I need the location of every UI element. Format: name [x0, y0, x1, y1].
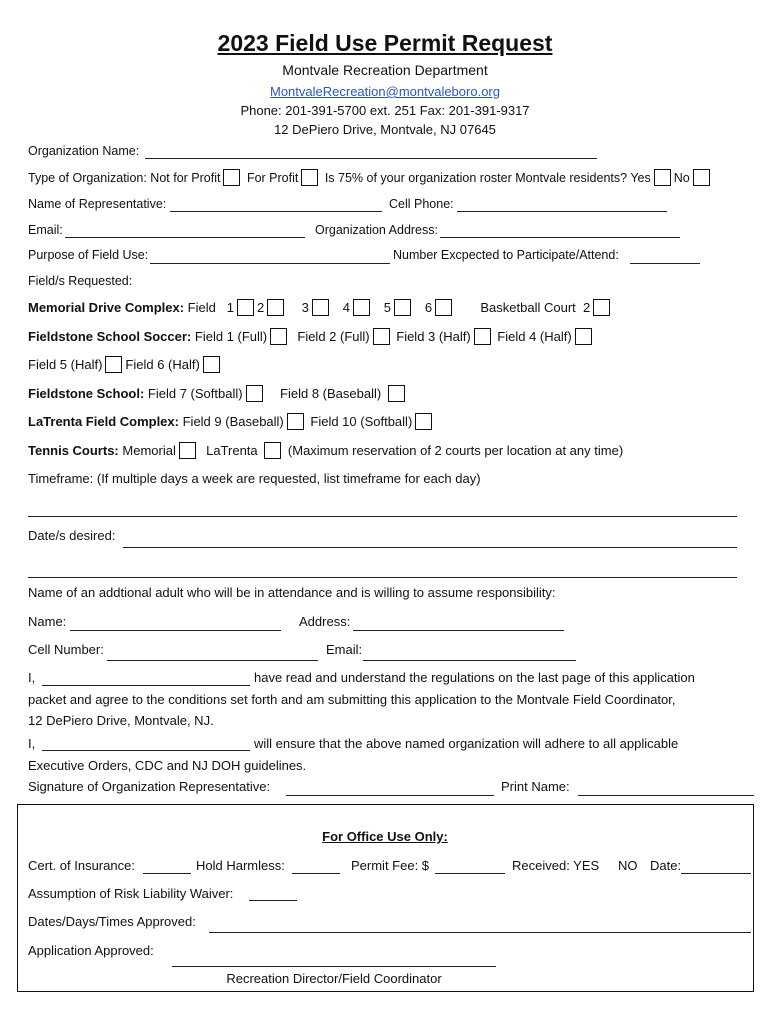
residents-no-checkbox[interactable]	[693, 169, 710, 186]
fs-field-5-label: Field 5 (Half)	[28, 357, 103, 372]
department-address: 12 DePiero Drive, Montvale, NJ 07645	[274, 122, 496, 137]
fs-field-4-label: Field 4 (Half)	[497, 329, 572, 344]
office-date-field[interactable]	[681, 873, 751, 874]
field-9-checkbox[interactable]	[287, 413, 304, 430]
cell-phone-label: Cell Phone:	[389, 197, 454, 211]
fieldstone-soccer-row-2	[28, 357, 223, 374]
additional-adult-label: Name of an addtional adult who will be in attendance and is willing to assume responsibility:	[28, 585, 556, 600]
purpose-label: Purpose of Field Use:	[28, 248, 149, 262]
field-7-label: Field 7 (Softball)	[147, 386, 243, 401]
field-4-checkbox[interactable]	[353, 299, 370, 316]
residents-yes-checkbox[interactable]	[654, 169, 671, 186]
org-address-field[interactable]	[440, 237, 680, 238]
residents-question: Is 75% of your organization roster Montvale residents? Yes	[324, 170, 651, 185]
director-label: Recreation Director/Field Coordinator	[226, 971, 442, 986]
fs-field-3-checkbox[interactable]	[474, 328, 491, 345]
tennis-memorial-label: Memorial	[122, 443, 176, 458]
insurance-field[interactable]	[143, 873, 191, 874]
received-yes[interactable]: Received: YES	[512, 858, 600, 873]
field-10-checkbox[interactable]	[415, 413, 432, 430]
signature-field[interactable]	[286, 795, 494, 796]
department-phone: Phone: 201-391-5700 ext. 251 Fax: 201-391-9317	[240, 103, 530, 118]
app-approved-field[interactable]	[172, 966, 496, 967]
permit-fee-field[interactable]	[435, 873, 505, 874]
agreement-i-2: I,	[28, 736, 36, 751]
adult-name-field[interactable]	[70, 630, 281, 631]
tennis-memorial-checkbox[interactable]	[179, 442, 196, 459]
insurance-label: Cert. of Insurance:	[28, 858, 135, 873]
latrenta-row	[28, 414, 435, 431]
page-title: 2023 Field Use Permit Request	[217, 30, 553, 56]
tennis-latrenta-checkbox[interactable]	[264, 442, 281, 459]
email-label: Email:	[28, 223, 63, 237]
dates-approved-label: Dates/Days/Times Approved:	[28, 914, 196, 929]
permit-fee-label: Permit Fee: $	[351, 858, 430, 873]
agreement-text-4: will ensure that the above named organization will adhere to all applicable	[254, 736, 679, 751]
org-address-label: Organization Address:	[315, 223, 438, 237]
dates-desired-label: Date/s desired:	[28, 528, 116, 543]
field-2-checkbox[interactable]	[267, 299, 284, 316]
not-for-profit-checkbox[interactable]	[223, 169, 240, 186]
field-6-label: 6	[424, 300, 433, 315]
org-type-label: Type of Organization: Not for Profit	[28, 170, 221, 185]
field-5-checkbox[interactable]	[394, 299, 411, 316]
adult-email-label: Email:	[326, 642, 363, 657]
signature-label: Signature of Organization Representative:	[28, 779, 271, 794]
residents-no-label: No	[673, 170, 690, 185]
for-profit-checkbox[interactable]	[301, 169, 318, 186]
memorial-row	[28, 300, 613, 317]
field-6-checkbox[interactable]	[435, 299, 452, 316]
waiver-field[interactable]	[249, 900, 297, 901]
memorial-field-label: Field	[187, 300, 216, 315]
tennis-latrenta-label: LaTrenta	[206, 443, 258, 458]
received-no[interactable]: NO	[618, 858, 638, 873]
org-type-row	[28, 170, 713, 187]
field-3-checkbox[interactable]	[312, 299, 329, 316]
rep-name-field[interactable]	[170, 211, 382, 212]
field-7-checkbox[interactable]	[246, 385, 263, 402]
print-name-field[interactable]	[578, 795, 754, 796]
department-email-link[interactable]: MontvaleRecreation@montvaleboro.org	[270, 84, 500, 99]
adult-cell-field[interactable]	[107, 660, 318, 661]
timeframe-label: Timeframe: (If multiple days a week are requested, list timeframe for each day)	[28, 471, 481, 486]
adult-name-label: Name:	[28, 614, 67, 629]
adult-address-field[interactable]	[353, 630, 564, 631]
fieldstone-row	[28, 386, 408, 403]
tennis-note: (Maximum reservation of 2 courts per location at any time)	[287, 443, 624, 458]
app-approved-label: Application Approved:	[28, 943, 154, 958]
purpose-field[interactable]	[150, 263, 390, 264]
participants-label: Number Excpected to Participate/Attend:	[393, 248, 619, 262]
participants-field[interactable]	[630, 263, 700, 264]
field-1-checkbox[interactable]	[237, 299, 254, 316]
office-use-title: For Office Use Only:	[322, 829, 448, 844]
basketball-2-label: 2	[583, 300, 591, 315]
print-name-label: Print Name:	[501, 779, 570, 794]
department-name: Montvale Recreation Department	[282, 62, 488, 78]
fs-field-1-checkbox[interactable]	[270, 328, 287, 345]
fs-field-3-label: Field 3 (Half)	[396, 329, 471, 344]
fs-field-6-checkbox[interactable]	[203, 356, 220, 373]
fieldstone-soccer-label: Fieldstone School Soccer:	[28, 329, 192, 344]
office-date-label: Date:	[650, 858, 682, 873]
org-name-label: Organization Name:	[28, 144, 140, 158]
agreement-name-field-2[interactable]	[42, 750, 250, 751]
field-4-label: 4	[342, 300, 350, 315]
email-field[interactable]	[65, 237, 305, 238]
field-8-label: Field 8 (Baseball)	[280, 386, 382, 401]
fs-field-1-label: Field 1 (Full)	[194, 329, 268, 344]
fs-field-2-checkbox[interactable]	[373, 328, 390, 345]
adult-email-field[interactable]	[363, 660, 576, 661]
agreement-text-5: Executive Orders, CDC and NJ DOH guidelines.	[28, 758, 307, 773]
tennis-row	[28, 443, 623, 460]
timeframe-field[interactable]	[28, 516, 737, 517]
basketball-label: Basketball Court	[480, 300, 576, 315]
field-2-label: 2	[256, 300, 265, 315]
agreement-i-1: I,	[28, 670, 36, 685]
agreement-text-1: have read and understand the regulations on the last page of this application	[254, 670, 695, 685]
latrenta-label: LaTrenta Field Complex:	[28, 414, 179, 429]
fields-requested-label: Field/s Requested:	[28, 274, 133, 288]
adult-address-label: Address:	[299, 614, 351, 629]
office-use-title-wrap	[0, 829, 770, 844]
fieldstone-label: Fieldstone School:	[28, 386, 145, 401]
field-1-label: 1	[226, 300, 234, 315]
agreement-text-2: packet and agree to the conditions set forth and am submitting this application to the Montvale Field Coordinator,	[28, 692, 676, 707]
fs-field-4-checkbox[interactable]	[575, 328, 592, 345]
field-9-label: Field 9 (Baseball)	[182, 414, 284, 429]
tennis-label: Tennis Courts:	[28, 443, 119, 458]
field-10-label: Field 10 (Softball)	[310, 414, 413, 429]
agreement-name-field-1[interactable]	[42, 685, 250, 686]
waiver-label: Assumption of Risk Liability Waiver:	[28, 886, 234, 901]
org-name-field[interactable]	[145, 158, 597, 159]
dates-approved-field[interactable]	[209, 932, 751, 933]
fieldstone-soccer-row	[28, 329, 595, 346]
fs-field-6-label: Field 6 (Half)	[125, 357, 200, 372]
field-8-checkbox[interactable]	[388, 385, 405, 402]
for-profit-label: For Profit	[246, 170, 299, 185]
hold-harmless-label: Hold Harmless:	[196, 858, 285, 873]
adult-cell-label: Cell Number:	[28, 642, 104, 657]
cell-phone-field[interactable]	[457, 211, 667, 212]
fs-field-2-label: Field 2 (Full)	[297, 329, 370, 344]
rep-name-label: Name of Representative:	[28, 197, 167, 211]
department-email-wrap	[0, 84, 770, 99]
memorial-label: Memorial Drive Complex:	[28, 300, 185, 315]
field-3-label: 3	[301, 300, 309, 315]
agreement-text-3: 12 DePiero Drive, Montvale, NJ.	[28, 713, 214, 728]
basketball-checkbox[interactable]	[593, 299, 610, 316]
fs-field-5-checkbox[interactable]	[105, 356, 122, 373]
dates-desired-field-2[interactable]	[28, 577, 737, 578]
field-5-label: 5	[383, 300, 392, 315]
dates-desired-field[interactable]	[123, 547, 737, 548]
hold-harmless-field[interactable]	[292, 873, 340, 874]
